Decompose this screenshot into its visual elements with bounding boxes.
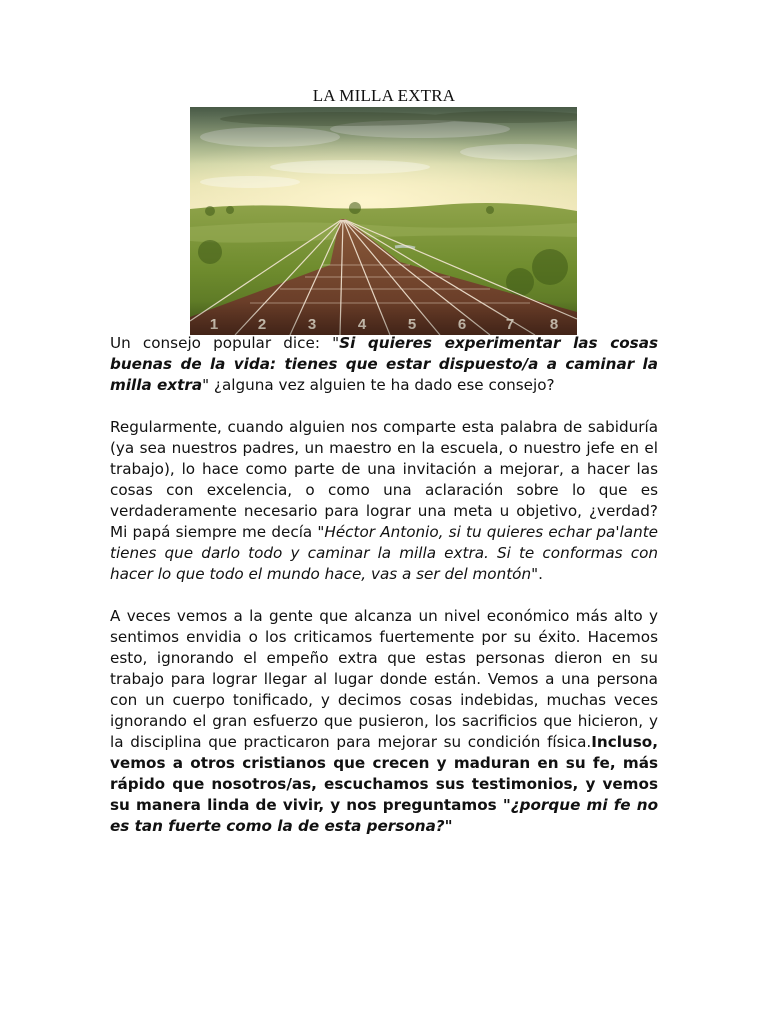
p1-outro: " ¿alguna vez alguien te ha dado ese consejo? (202, 376, 555, 394)
running-track-image (190, 107, 577, 335)
p2-text: Regularmente, cuando alguien nos comparte esta palabra de sabiduría (ya sea nuestros padres, un maestro en la escuela, o nuestro jefe en el trabajo), lo hace como parte de una invitación a mejorar, a hacer las cosas con excelencia, o como una aclaración sobre lo que es verdaderamente necesario para lograr una meta u objetivo, ¿verdad? Mi papá siempre me decía " (110, 418, 658, 541)
p3-bold-italic: ¿porque mi fe no es tan fuerte como la de esta persona? (110, 796, 658, 835)
p1-quote: Si quieres experimentar las cosas buenas de la vida: tienes que estar dispuesto/a a caminar la milla extra (110, 334, 658, 394)
p3-text: A veces vemos a la gente que alcanza un nivel económico más alto y sentimos envidia o los criticamos fuertemente por su éxito. Hacemos esto, ignorando el empeño extra que estas personas dieron en su trabajo para lograr llegar al lugar donde están. Vemos a una persona con un cuerpo tonificado, y decimos cosas indebidas, muchas veces ignorando el gran esfuerzo que pusieron, los sacrificios que hicieron, y la disciplina que practicaron para mejorar su condición física. (110, 607, 658, 751)
article-body (110, 333, 658, 858)
p2-quote: Héctor Antonio, si tu quieres echar pa'lante tienes que darlo todo y caminar la milla extra. Si te conformas con hacer lo que todo el mundo hace, vas a ser del montón (110, 523, 658, 583)
paragraph-3 (110, 606, 658, 837)
p1-intro: Un consejo popular dice: " (110, 334, 340, 352)
paragraph-2 (110, 417, 658, 585)
paragraph-1 (110, 333, 658, 396)
p3-bold-end: " (444, 817, 453, 835)
p3-bold: Incluso, vemos a otros cristianos que crecen y maduran en su fe, más rápido que nosotros/as, escuchamos sus testimonios, y vemos su manera linda de vivir, y nos preguntamos " (110, 733, 658, 814)
p2-outro: ". (531, 565, 543, 583)
document-title: LA MILLA EXTRA (312, 86, 456, 105)
